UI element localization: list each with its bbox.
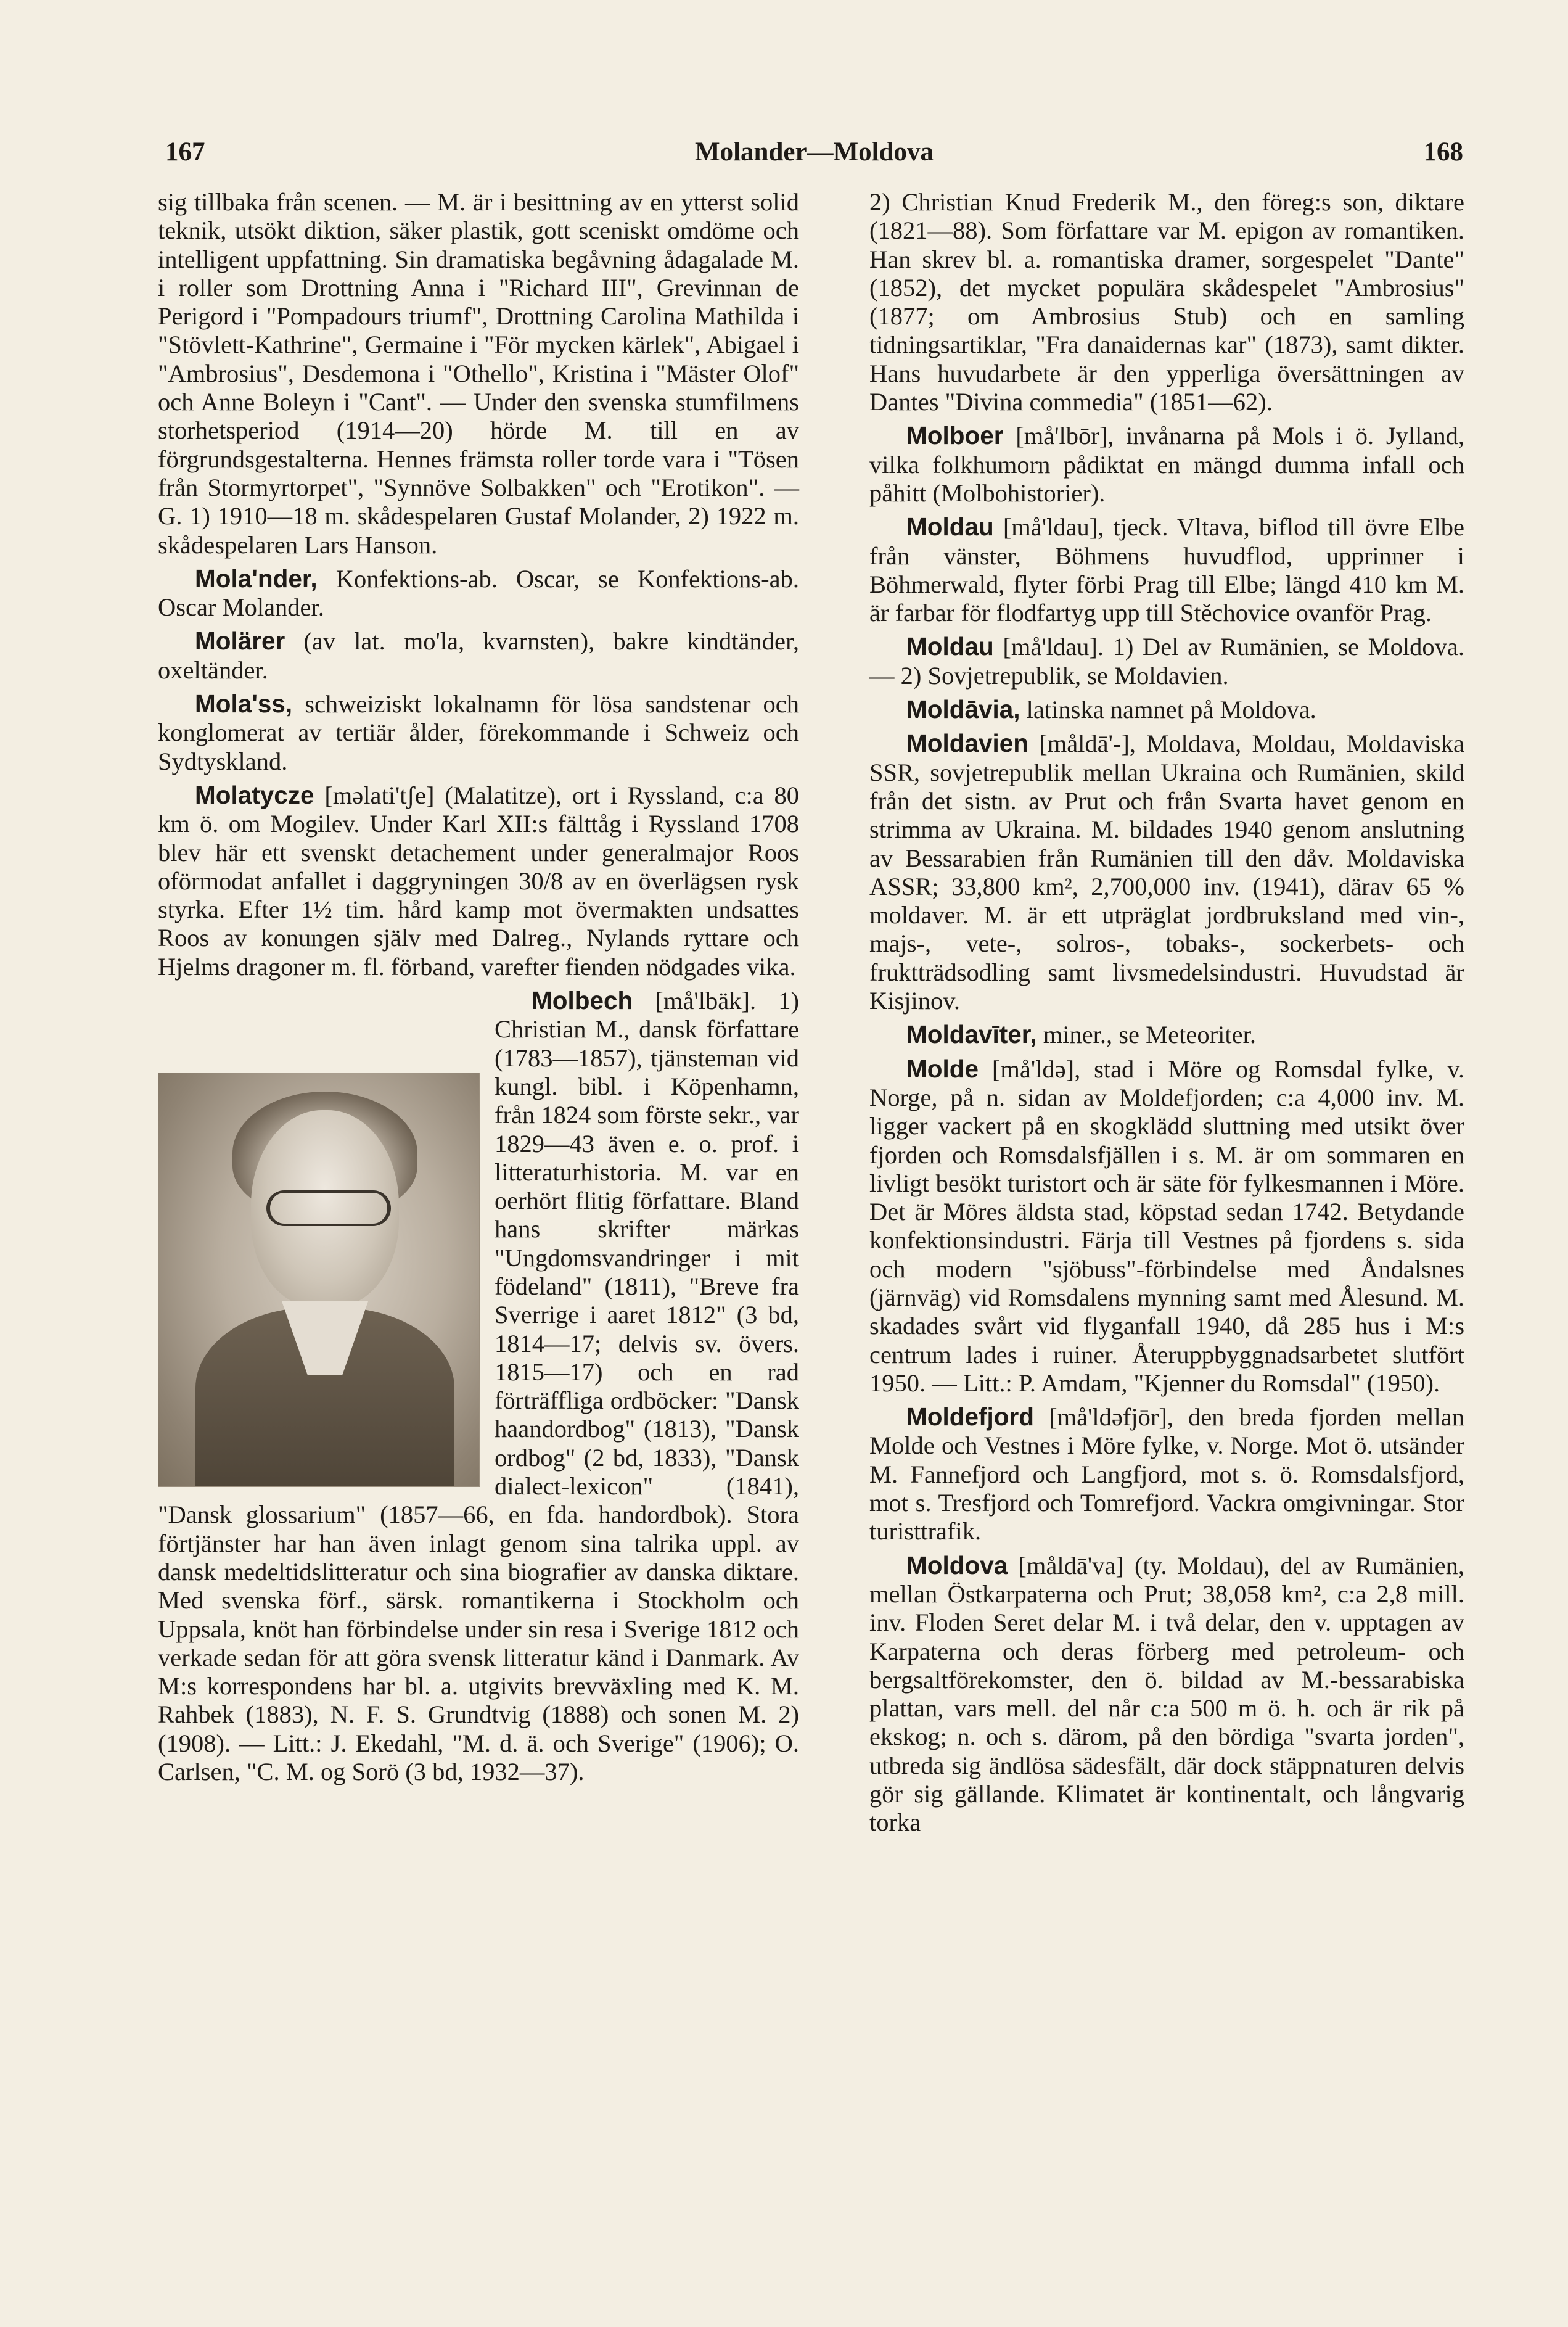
page-number-right: 168 [1423,138,1463,167]
portrait-image [158,1073,480,1487]
headword: Moldova [906,1551,1008,1579]
left-column [158,188,799,1791]
entry-text: [må'ldau]. 1) Del av Rumänien, se Moldova. — 2) Sovjetrepublik, se Moldavien. [869,633,1464,690]
continued-paragraph [158,188,799,559]
portrait-glasses [266,1190,391,1226]
entry-text: sig tillbaka från scenen. — M. är i besittning av en ytterst solid teknik, utsökt diktion, säker plastik, gott sceniskt omdöme och intelligent uppfattning. Sin dramatiska begåvning ådagalade M. i roller som Drottning Anna i "Richard III", Grevinnan de Perigord i "Pompadours triumf", Drottning Carolina Mathilda i "Stövlett-Kathrine", Germaine i "För mycken kärlek", Abigael i "Ambrosius", Desdemona i "Othello", Kristina i "Mäster Olof" och Anne Boleyn i "Cant". — Under den svenska stumfilmens storhetsperiod (1914—20) hörde M. till en av förgrundsgestalterna. Hennes främsta roller torde vara i "Tösen från Stormyrtorpet", "Synnöve Solbakken" och "Erotikon". — G. 1) 1910—18 m. skådespelaren Gustaf Molander, 2) 1922 m. skådespelaren Lars Hanson. [158,188,799,559]
headword: Molärer [195,627,285,656]
entry-text: [må'lbōr], invånarna på Mols i ö. Jylland, vilka folkhumorn pådiktat en mängd dumma infall och påhitt (Molbohistorier). [869,422,1464,507]
headword: Molatycze [195,780,314,809]
entry-text: [må'ldau], tjeck. Vltava, biflod till övre Elbe från vänster, Böhmens huvudflod, upprinner i Böhmerwald, flyter förbi Prag till Elbe; längd 410 km M. är farbar för flodfartyg upp till Stěchovice ovanför Prag. [869,513,1464,627]
entry-text: [må'lbäk]. 1) Christian M., dansk författare (1783—1857), tjänsteman vid kungl. bibl. i Köpenhamn, från 1824 som förste sekr., var 1829—43 även e. o. prof. i litteraturhistoria. M. var en oerhört flitig författare. Bland hans skrifter märkas "Ungdomsvandringer i mit födeland" (1811), "Breve fra Sverrige i aaret 1812" (3 bd, 1814—17; delvis sv. övers. 1815—17) och en rad förträffliga ordböcker: "Dansk haandordbog" (1813), "Dansk ordbog" (2 bd, 1833), "Dansk dialect-lexicon" (1841), "Dansk glossarium" (1857—66, en fda. handordbok). Stora förtjänster har han även inlagt genom sina talrika uppl. av dansk medeltidslitteratur och sina biografier av danska diktare. Med svenska förf., särsk. romantikerna i Stockholm och Uppsala, knöt han förbindelse under sin resa i Sverige 1812 och verkade sedan för att göra svensk litteratur känd i Danmark. Av M:s korrespondens har bl. a. utgivits brevväxling med K. M. Rahbek (1883), N. F. S. Grundtvig (1888) och sonen M. 2) (1908). — Litt.: J. Ekedahl, "M. d. ä. och Sverige" (1906); O. Carlsen, "C. M. og Sorö (3 bd, 1932—37). [158,987,799,1786]
entry-paragraph [158,986,799,1786]
entry-text: [måldā'-], Moldava, Moldau, Moldaviska SSR, sovjetrepublik mellan Ukraina och Rumänien, skild från det sistn. av Prut och från Svarta havet genom en strimma av Ukraina. M. bildades 1940 genom anslutning av Bessarabien från Rumänien till den dåv. Moldaviska ASSR; 33,800 km², 2,700,000 inv. (1941), därav 65 % moldaver. M. är ett utpräglat jordbruksland med vin-, majs-, vete-, solros-, tobaks-, sockerbets- och fruktträdsodling samt livsmedelsindustri. Huvudstad är Kisjinov. [869,730,1464,1015]
headword: Mola'nder, [195,564,318,593]
continued-paragraph [869,188,1464,416]
page-header [165,137,1463,180]
right-column [869,188,1464,1842]
page-number-left: 167 [165,138,205,167]
headword: Moldau [906,632,994,661]
entry-paragraph [869,421,1464,508]
entry-paragraph [158,781,799,981]
headword: Molde [906,1054,979,1083]
headword: Moldefjord [906,1402,1034,1431]
headword: Moldau [906,513,994,542]
headword: Moldavien [906,729,1029,758]
entry-text: [måldā'va] (ty. Moldau), del av Rumänien, mellan Östkarpaterna och Prut; 38,058 km², c:a 2,8 mill. inv. Floden Seret delar M. i två delar, den v. upptagen av Karpaterna och deras förberg med petroleum- och bergsaltförekomster, den ö. bildad av M.-bessarabiska plattan, vars mell. del når c:a 500 m ö. h. och är rik på ekskog; n. och s. därom, på den bördiga "svarta jorden", utbreda sig ändlösa sädesfält, där dock stäppnaturen delvis gör sig gällande. Klimatet är kontinentalt, och långvarig torka [869,1551,1464,1837]
headword: Moldāvia, [906,695,1020,724]
entry-paragraph [158,564,799,622]
entry-text: 2) Christian Knud Frederik M., den föreg:s son, diktare (1821—88). Som författare var M. epigon av romantiken. Han skrev bl. a. romantiska dramer, sorgespelet "Dante" (1852), det mycket populära skådespelet "Ambrosius" (1877; om Ambrosius Stub) och en samling tidningsartiklar, "Fra danaidernas kar" (1873), samt dikter. Hans huvudarbete är den ypperliga översättningen av Dantes "Divina commedia" (1851—62). [869,188,1464,416]
headword: Mola'ss, [195,690,293,719]
running-title: Molander—Moldova [695,138,934,167]
entry-text: (av lat. mo'la, kvarnsten), bakre kindtänder, oxeltänder. [158,627,799,684]
entry-text: Konfektions-ab. Oscar, se Konfektions-ab. Oscar Molander. [158,564,799,622]
entry-paragraph [869,1402,1464,1546]
entry-paragraph [158,690,799,776]
entry-paragraph [869,729,1464,1015]
headword: Molbech [532,986,633,1015]
entry-text: [məlati'tʃe] (Malatitze), ort i Ryssland, c:a 80 km ö. om Mogilev. Under Karl XII:s fälttåg i Ryssland 1708 blev här ett svenskt detachement under generalmajor Roos oförmodat anfallet i daggryningen 30/8 av en överlägsen rysk styrka. Efter 1½ tim. hård kamp mot övermakten undsattes Roos av konungen själv med Dalreg., Nylands ryttare och Hjelms dragoner m. fl. förband, varefter fienden nödgades vika. [158,781,799,981]
entry-paragraph [869,1551,1464,1837]
entry-text: latinska namnet på Moldova. [1020,696,1316,724]
entry-paragraph [158,627,799,685]
entry-paragraph [869,695,1464,724]
entry-text: [må'ldəfjōr], den breda fjorden mellan Molde och Vestnes i Möre fylke, v. Norge. Mot ö. utsänder M. Fannefjord och Langfjord, mot s. ö. Romsdalsfjord, mot s. Tresfjord och Tomrefjord. Vackra omgivningar. Stor turisttrafik. [869,1403,1464,1546]
entry-paragraph [869,632,1464,690]
entry-text: schweiziskt lokalnamn för lösa sandstenar och konglomerat av tertiär ålder, förekommande i Schweiz och Sydtyskland. [158,690,799,775]
entry-paragraph [869,1055,1464,1398]
entry-paragraph [869,513,1464,627]
entry-text: miner., se Meteoriter. [1036,1021,1256,1049]
entry-paragraph [869,1020,1464,1049]
headword: Molboer [906,421,1004,450]
headword: Moldavīter, [906,1020,1037,1049]
entry-text: [må'ldə], stad i Möre og Romsdal fylke, v. Norge, på n. sidan av Moldefjorden; c:a 4,000 inv. M. ligger vackert på en skogklädd sluttning med utsikt över fjorden och Romsdalsfjällen i s. M. är om sommaren en livligt besökt turistort och är säte för fylkesmannen i Möre. Det är Möres äldsta stad, köpstad sedan 1742. Betydande konfektionsindustri. Färja till Vestnes på fjordens s. sida och modern "sjöbuss"-förbindelse med Åndalsnes (järnväg) vid Romsdalens mynning samt med Ålesund. M. skadades svårt vid flyganfall 1940, då 285 hus i M:s centrum lades i ruiner. Återuppbyggnadsarbetet slutfört 1950. — Litt.: P. Amdam, "Kjenner du Romsdal" (1950). [869,1055,1464,1397]
